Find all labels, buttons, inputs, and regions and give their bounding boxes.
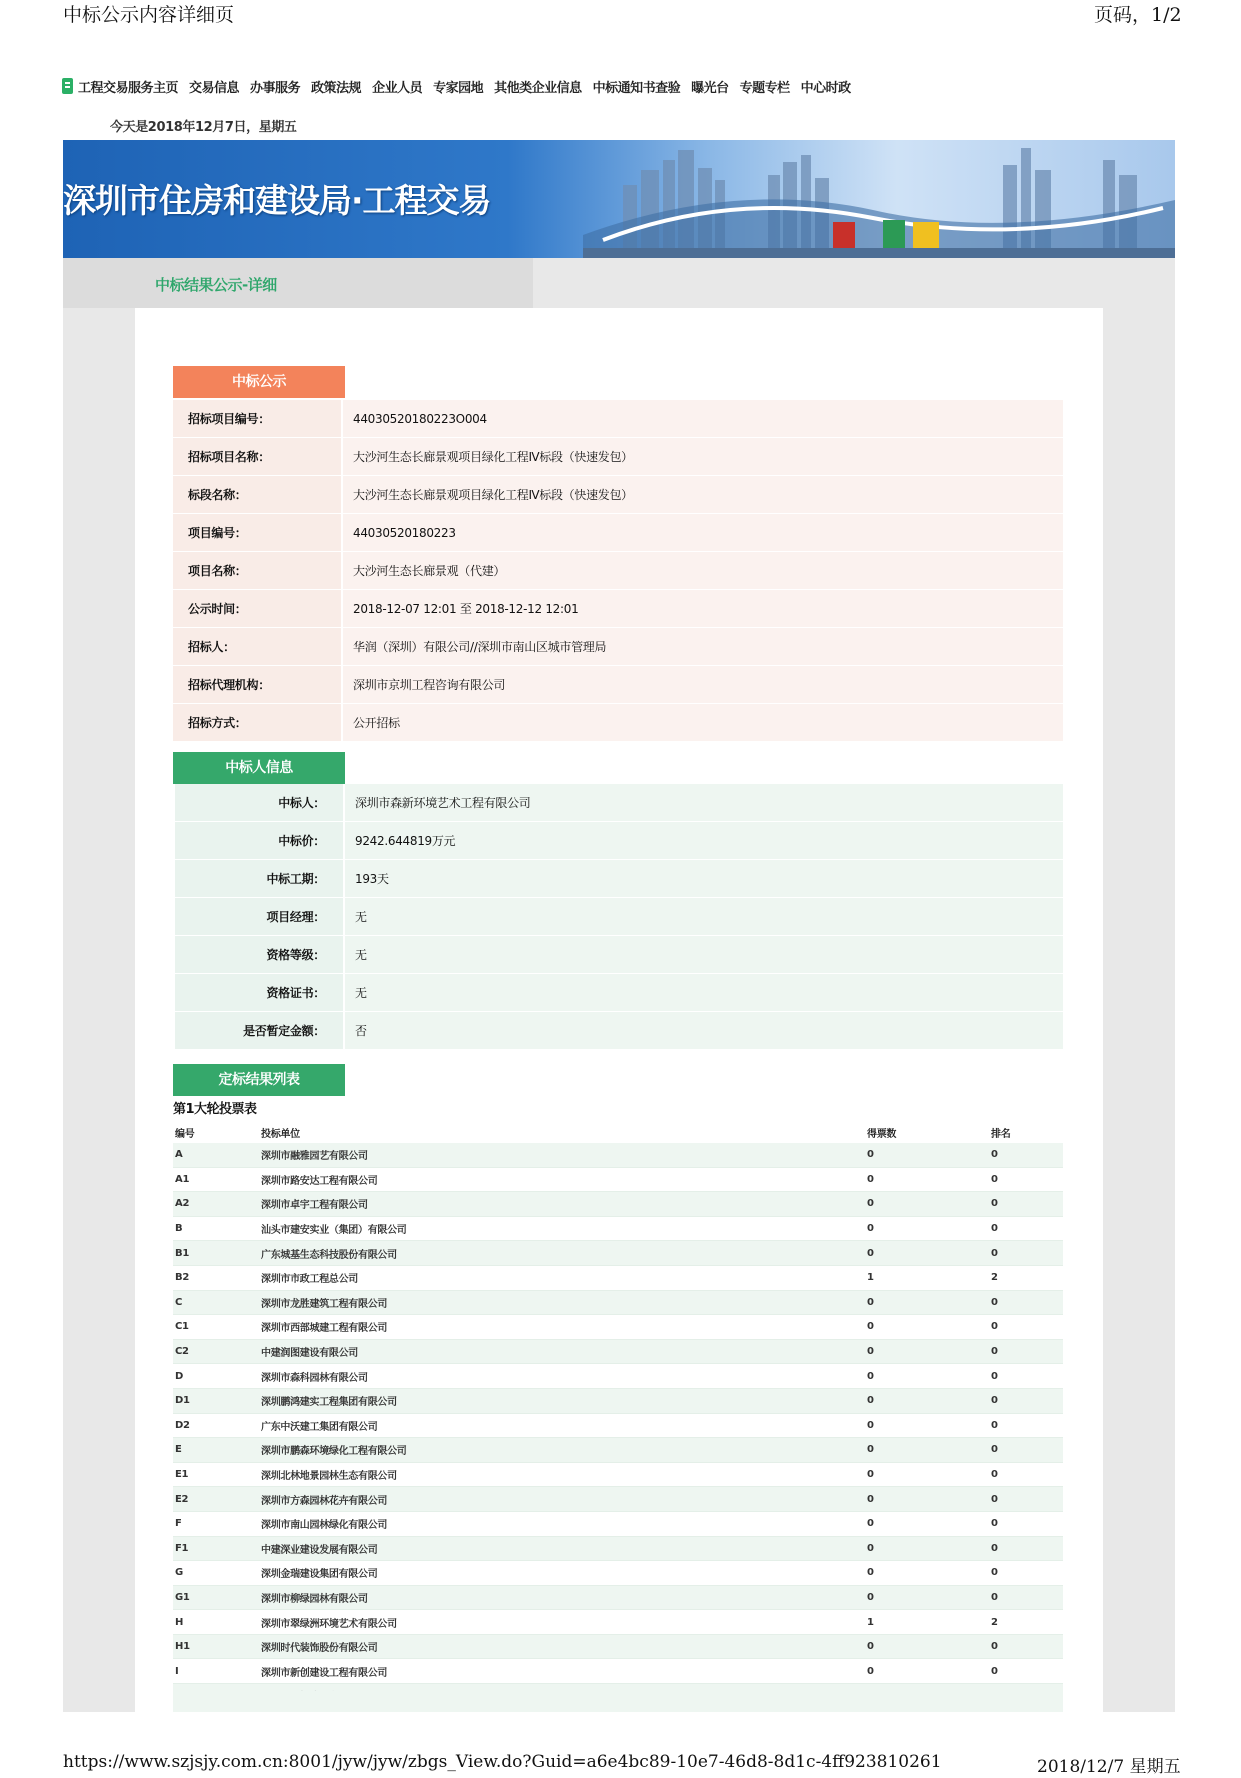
nav-item[interactable]: 政策法规 [311,80,362,96]
vote-count-cell: 0 [865,1413,989,1438]
table-row [173,1438,1063,1463]
vote-count-cell: 0 [865,1659,989,1684]
bidder-id-cell: A1 [173,1167,259,1192]
rank-cell: 0 [989,1536,1063,1561]
round-label: 第1大轮投票表 [173,1102,257,1117]
table-row [173,1167,1063,1192]
announcement-row [173,628,1063,666]
bidder-name-cell: 汕头市建安实业（集团）有限公司 [259,1216,865,1241]
announcement-row [173,704,1063,742]
table-row [173,1192,1063,1217]
bidder-id-cell: D2 [173,1413,259,1438]
vote-count-cell: 0 [865,1511,989,1536]
table-row [173,1634,1063,1659]
bidder-id-cell: C [173,1290,259,1315]
bidder-name-cell: 深圳鹏鸿建实工程集团有限公司 [259,1388,865,1413]
vote-count-cell: 0 [865,1364,989,1389]
table-row [173,1536,1063,1561]
announcement-row [173,590,1063,628]
nav-item[interactable]: 中标通知书查验 [592,80,681,96]
bidder-id-cell: I [173,1659,259,1684]
bidder-name-cell: 中建深业建设发展有限公司 [259,1536,865,1561]
announcement-key: 项目编号： [173,514,341,551]
rank-cell: 0 [989,1413,1063,1438]
bidder-name-cell: 广东城基生态科技股份有限公司 [259,1241,865,1266]
table-row [173,1561,1063,1586]
vote-count-cell: 0 [865,1241,989,1266]
announcement-key: 项目名称： [173,552,341,589]
today-date: 今天是2018年12月7日，星期五 [110,120,297,135]
rank-cell: 0 [989,1659,1063,1684]
bidder-id-cell: G1 [173,1585,259,1610]
rank-cell: 0 [989,1462,1063,1487]
vote-count-cell: 0 [865,1388,989,1413]
nav-item[interactable]: 办事服务 [250,80,301,96]
rank-cell: 0 [989,1241,1063,1266]
vote-count-cell: 0 [865,1462,989,1487]
table-row [173,1413,1063,1438]
announcement-row [173,438,1063,476]
winner-value: 否 [345,1012,1063,1049]
result-list-heading: 定标结果列表 [173,1064,345,1096]
winner-value: 193天 [345,860,1063,897]
bidder-name-cell: 深圳市路安达工程有限公司 [259,1167,865,1192]
print-footer-url: https://www.szjsjy.com.cn:8001/jyw/jyw/zbgs_View.do?Guid=a6e4bc89-10e7-46d8-8d1c-4ff923810261 [63,1752,942,1772]
table-row [173,1659,1063,1684]
winner-row [175,974,1063,1012]
nav-item[interactable]: 专题专栏 [739,80,790,96]
announcement-row [173,666,1063,704]
vote-count-cell: 1 [865,1610,989,1635]
bidder-name-cell: 深圳市市政工程总公司 [259,1265,865,1290]
table-row [173,1487,1063,1512]
winner-key: 中标价： [175,822,343,859]
table-row [173,1511,1063,1536]
rank-cell: 0 [989,1339,1063,1364]
rank-cell: 0 [989,1511,1063,1536]
winner-value: 无 [345,974,1063,1011]
bidder-id-cell: E [173,1438,259,1463]
bidder-id-cell: B [173,1216,259,1241]
print-page-number: 页码，1/2 [1094,4,1182,26]
bidder-id-cell: B1 [173,1241,259,1266]
detail-tab-label: 中标结果公示-详细 [155,276,277,294]
rank-cell: 0 [989,1585,1063,1610]
winner-key: 项目经理： [175,898,343,935]
vote-count-cell: 0 [865,1315,989,1340]
bidder-id-cell: C1 [173,1315,259,1340]
table-row [173,1364,1063,1389]
bidder-id-cell: G [173,1561,259,1586]
rank-cell: 0 [989,1388,1063,1413]
bidder-name-cell: 中建润图建设有限公司 [259,1339,865,1364]
announcement-key: 公示时间： [173,590,341,627]
table-row [173,1610,1063,1635]
announcement-key: 招标人： [173,628,341,665]
rank-cell: 0 [989,1315,1063,1340]
bidder-id-cell: E1 [173,1462,259,1487]
table-row [173,1216,1063,1241]
site-banner [63,140,1175,258]
vote-count-cell: 0 [865,1634,989,1659]
table-row [173,1265,1063,1290]
table-row [173,1241,1063,1266]
bidder-name-cell: 深圳市方森园林花卉有限公司 [259,1487,865,1512]
vote-count-cell: 0 [865,1339,989,1364]
detail-tab[interactable] [63,258,533,308]
vote-count-cell: 0 [865,1585,989,1610]
vote-count-cell: 0 [865,1192,989,1217]
bidder-name-cell: 深圳市南山园林绿化有限公司 [259,1511,865,1536]
bidder-name-cell: 深圳市柳绿园林有限公司 [259,1585,865,1610]
announcement-value: 深圳市京圳工程咨询有限公司 [343,666,1063,703]
vote-count-cell: 0 [865,1438,989,1463]
announcement-value: 大沙河生态长廊景观项目绿化工程Ⅳ标段（快速发包） [343,438,1063,475]
winner-row [175,1012,1063,1050]
rank-cell: 2 [989,1610,1063,1635]
vote-count-cell: 0 [865,1561,989,1586]
print-footer-date: 2018/12/7 星期五 [1037,1757,1181,1777]
winner-key: 中标工期： [175,860,343,897]
col-header-votes: 得票数 [867,1128,897,1140]
rank-cell: 0 [989,1192,1063,1217]
table-tail-row [173,1691,1063,1712]
announcement-key: 招标项目名称： [173,438,341,475]
winner-value: 无 [345,936,1063,973]
vote-count-cell: 1 [865,1265,989,1290]
bid-announcement-heading: 中标公示 [173,366,345,398]
bidder-id-cell: C2 [173,1339,259,1364]
col-header-bidder: 投标单位 [261,1128,300,1140]
vote-count-cell: 0 [865,1216,989,1241]
announcement-key: 招标方式： [173,704,341,741]
announcement-value: 2018-12-07 12:01 至 2018-12-12 12:01 [343,590,1063,627]
table-row [173,1388,1063,1413]
announcement-value: 公开招标 [343,704,1063,741]
rank-cell: 2 [989,1265,1063,1290]
rank-cell: 0 [989,1290,1063,1315]
announcement-value: 大沙河生态长廊景观（代建） [343,552,1063,589]
rank-cell: 0 [989,1438,1063,1463]
nav-item[interactable]: 其他类企业信息 [494,80,582,96]
winner-key: 是否暂定金额： [175,1012,343,1049]
vote-result-table [173,1121,1063,1709]
nav-item[interactable]: 交易信息 [189,80,240,96]
bidder-name-cell: 深圳市龙胜建筑工程有限公司 [259,1290,865,1315]
announcement-value: 大沙河生态长廊景观项目绿化工程Ⅳ标段（快速发包） [343,476,1063,513]
col-header-id: 编号 [175,1128,195,1140]
rank-cell: 0 [989,1487,1063,1512]
vote-count-cell: 0 [865,1167,989,1192]
table-row [173,1462,1063,1487]
skyline-illustration-icon [583,140,1175,258]
winner-row [175,860,1063,898]
rank-cell: 0 [989,1216,1063,1241]
table-row [173,1143,1063,1167]
bidder-name-cell: 深圳市卓宇工程有限公司 [259,1192,865,1217]
bidder-id-cell: H [173,1610,259,1635]
bidder-name-cell: 深圳市融雅园艺有限公司 [259,1143,865,1167]
banner-title: 深圳市住房和建设局·工程交易 [63,181,491,220]
vote-count-cell: 0 [865,1536,989,1561]
announcement-row [173,514,1063,552]
bidder-id-cell: A2 [173,1192,259,1217]
table-row [173,1339,1063,1364]
bidder-name-cell: 广东中沃建工集团有限公司 [259,1413,865,1438]
announcement-row [173,552,1063,590]
top-nav [62,76,862,96]
winner-row [175,784,1063,822]
bidder-name-cell: 深圳市鹏森环境绿化工程有限公司 [259,1438,865,1463]
rank-cell: 0 [989,1167,1063,1192]
winner-row [175,822,1063,860]
winner-value: 无 [345,898,1063,935]
table-header-row [173,1121,1063,1143]
announcement-value: 44030520180223 [343,514,1063,551]
bidder-name-cell: 深圳市森科园林有限公司 [259,1364,865,1389]
announcement-value: 44030520180223O004 [343,400,1063,437]
winner-key: 中标人： [175,784,343,821]
rank-cell: 0 [989,1364,1063,1389]
vote-count-cell: 0 [865,1487,989,1512]
announcement-value: 华润（深圳）有限公司//深圳市南山区城市管理局 [343,628,1063,665]
announcement-key: 招标项目编号： [173,400,341,437]
winner-value: 9242.644819万元 [345,822,1063,859]
bidder-name-cell: 深圳北林地景园林生态有限公司 [259,1462,865,1487]
winner-row [175,898,1063,936]
announcement-row [173,400,1063,438]
bidder-id-cell: A [173,1143,259,1167]
table-row [173,1290,1063,1315]
bidder-name-cell: 深圳市新创建设工程有限公司 [259,1659,865,1684]
bidder-name-cell: 深圳市西部城建工程有限公司 [259,1315,865,1340]
table-row [173,1585,1063,1610]
nav-item[interactable]: 工程交易服务主页 [78,80,179,96]
vote-count-cell: 0 [865,1143,989,1167]
bidder-name-cell: 深圳时代装饰股份有限公司 [259,1634,865,1659]
bidder-id-cell: E2 [173,1487,259,1512]
bidder-id-cell: H1 [173,1634,259,1659]
nav-item[interactable]: 曝光台 [691,80,729,96]
winner-key: 资格等级： [175,936,343,973]
bidder-name-cell: 深圳金瑞建设集团有限公司 [259,1561,865,1586]
nav-item[interactable]: 企业人员 [372,80,423,96]
winner-info-table [175,784,1063,1050]
winner-row [175,936,1063,974]
rank-cell: 0 [989,1634,1063,1659]
bidder-id-cell: F [173,1511,259,1536]
col-header-rank: 排名 [991,1128,1011,1140]
winner-value: 深圳市森新环境艺术工程有限公司 [345,784,1063,821]
nav-bullet-icon [62,78,73,94]
bidder-id-cell: B2 [173,1265,259,1290]
bidder-id-cell: F1 [173,1536,259,1561]
bidder-id-cell: D [173,1364,259,1389]
winner-key: 资格证书： [175,974,343,1011]
rank-cell: 0 [989,1561,1063,1586]
winner-info-heading: 中标人信息 [173,752,345,784]
nav-item[interactable]: 中心时政 [800,80,851,96]
announcement-row [173,476,1063,514]
table-row [173,1315,1063,1340]
nav-item[interactable]: 专家园地 [433,80,484,96]
bid-announcement-table [173,400,1063,742]
print-header-title: 中标公示内容详细页 [63,4,235,26]
rank-cell: 0 [989,1143,1063,1167]
vote-count-cell: 0 [865,1290,989,1315]
bidder-name-cell: 深圳市翠绿洲环境艺术有限公司 [259,1610,865,1635]
announcement-key: 标段名称： [173,476,341,513]
bidder-id-cell: D1 [173,1388,259,1413]
announcement-key: 招标代理机构： [173,666,341,703]
